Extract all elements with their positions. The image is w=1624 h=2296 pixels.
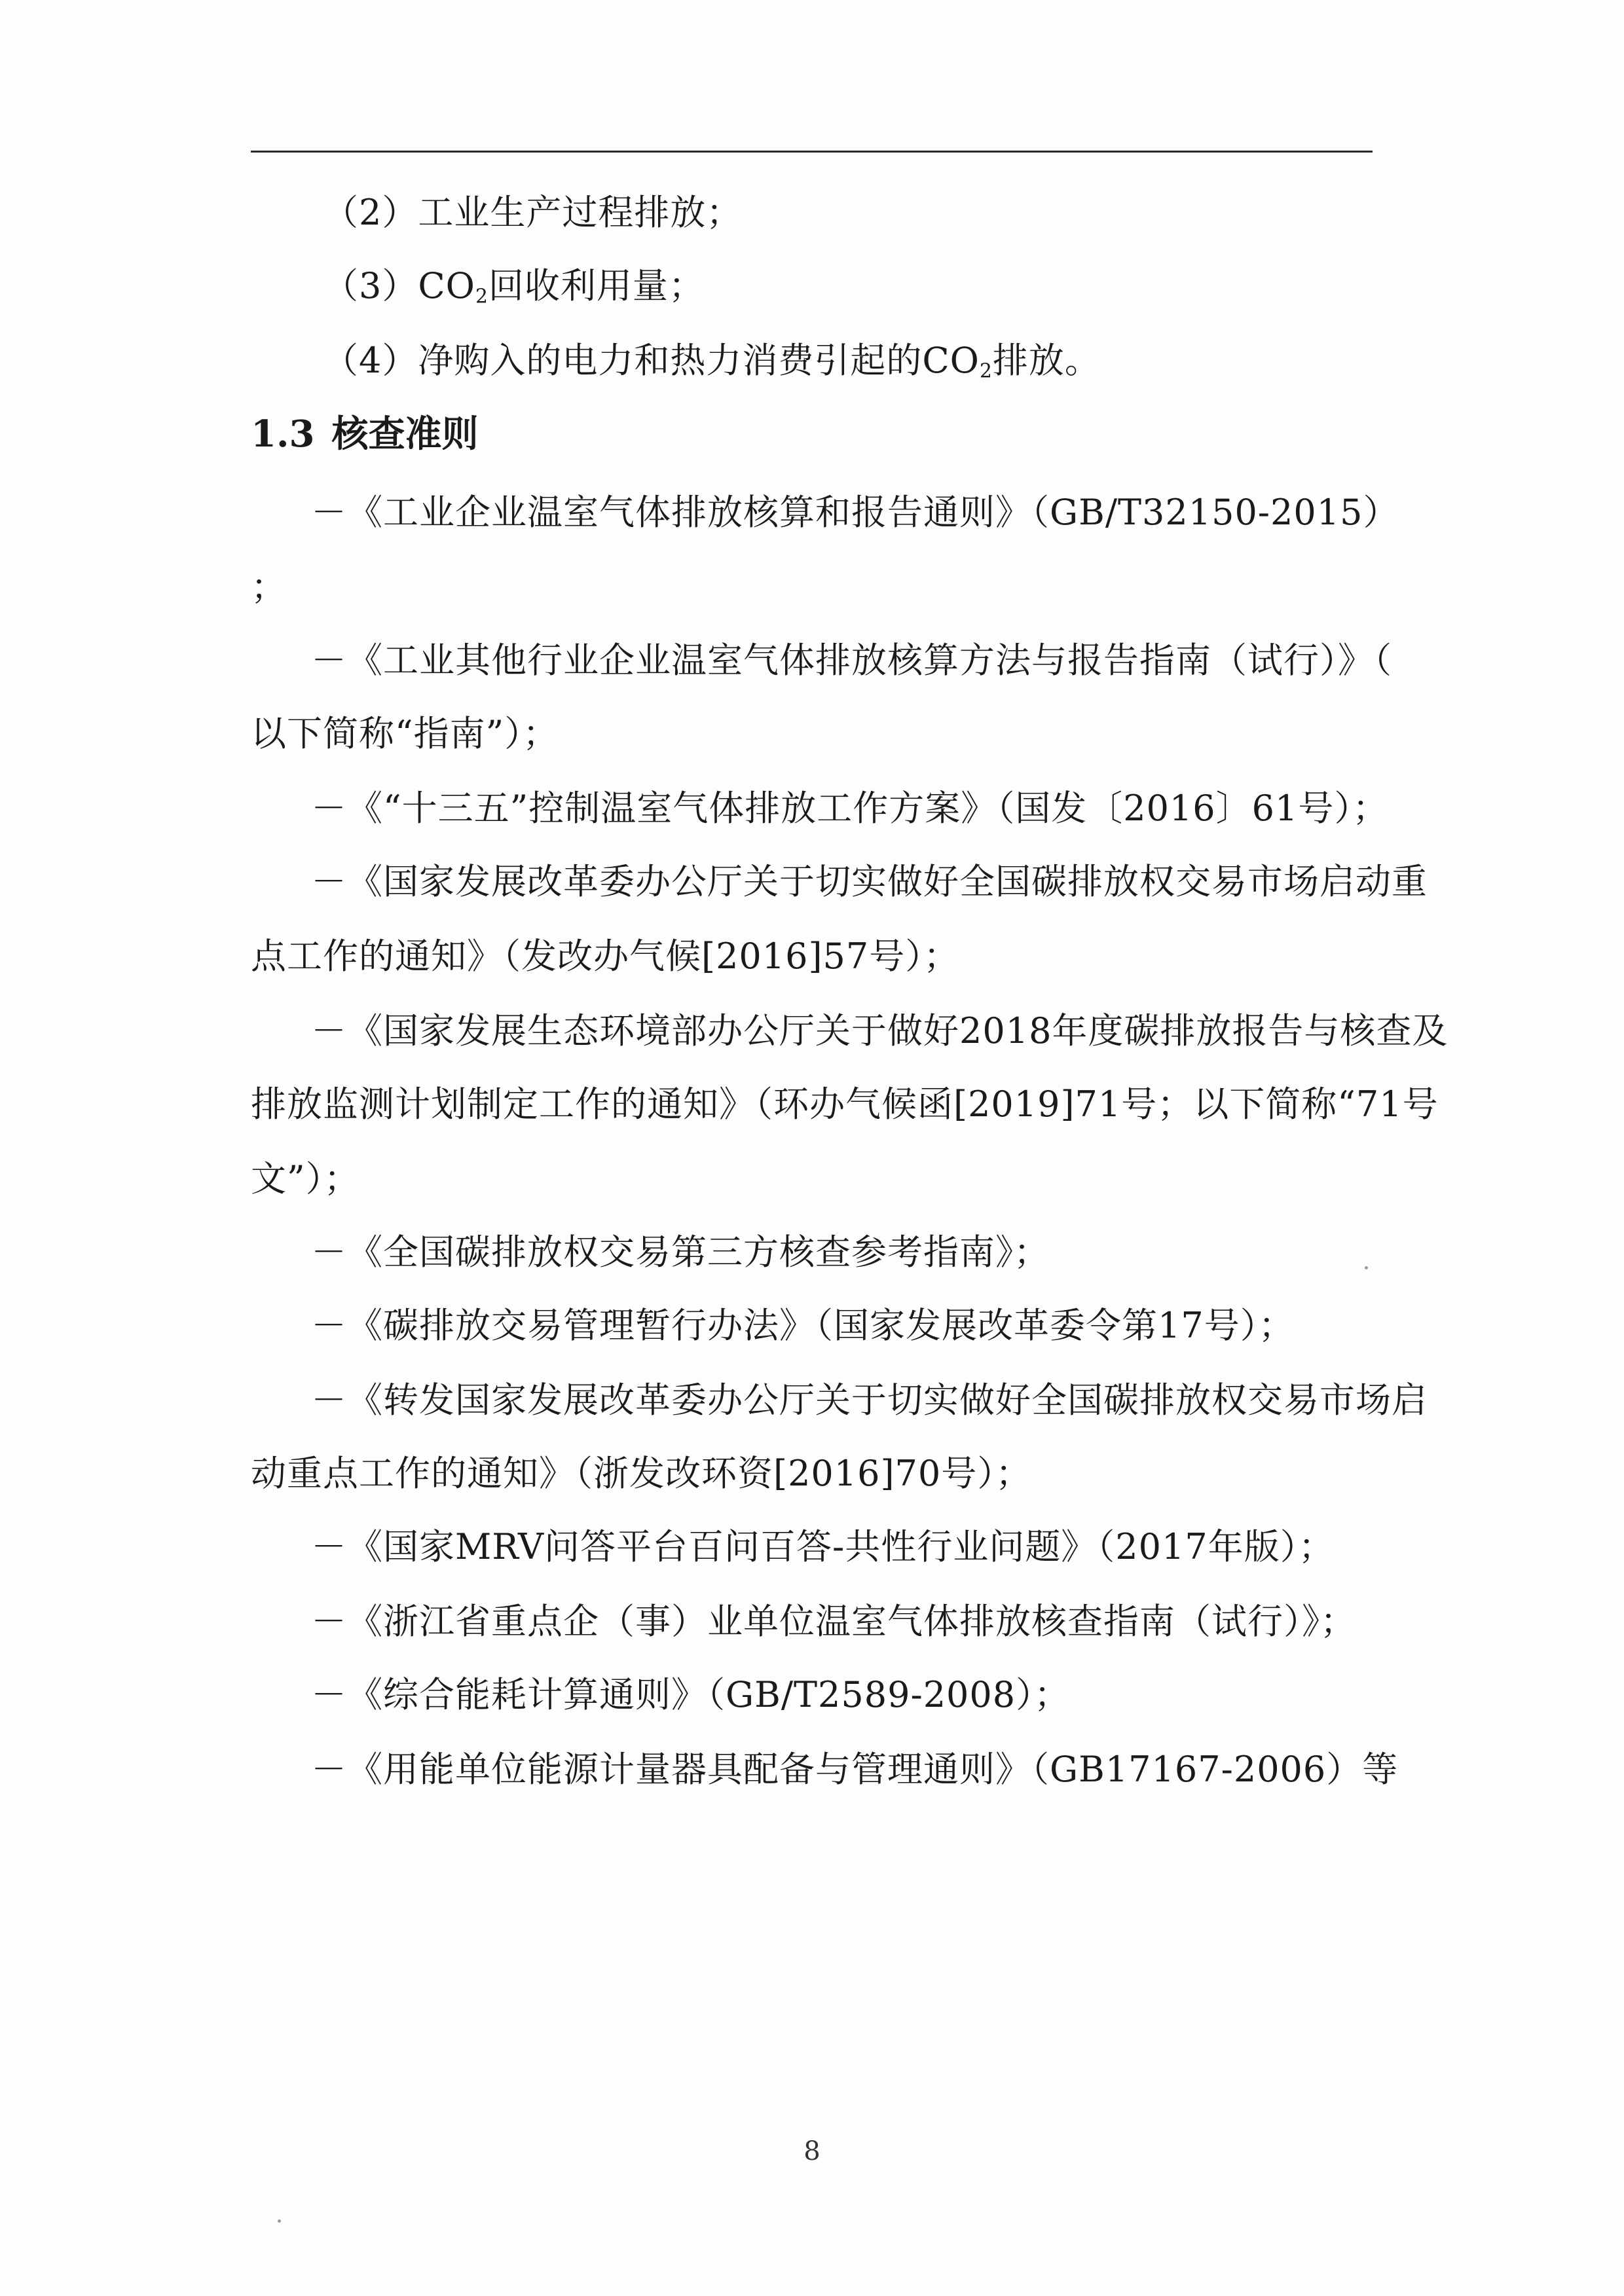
reference-4-line-2: 点工作的通知》（发改办气候[2016]57号）；: [251, 936, 960, 977]
page-number: 8: [803, 2136, 821, 2166]
list-item-3-subscript: 2: [475, 285, 489, 308]
reference-7: －《碳排放交易管理暂行办法》（国家发展改革委令第17号）；: [311, 1305, 1295, 1346]
list-item-4-subscript: 2: [979, 359, 993, 383]
reference-5-line-1: －《国家发展生态环境部办公厅关于做好2018年度碳排放报告与核查及: [311, 1010, 1449, 1051]
section-number: 1.3: [251, 412, 315, 456]
reference-9: －《国家MRV问答平台百问百答-共性行业问题》（2017年版）；: [311, 1526, 1335, 1567]
reference-4-line-1: －《国家发展改革委办公厅关于切实做好全国碳排放权交易市场启动重: [311, 861, 1428, 902]
reference-8-line-1: －《转发国家发展改革委办公厅关于切实做好全国碳排放权交易市场启: [311, 1379, 1428, 1421]
reference-8-line-2: 动重点工作的通知》（浙发改环资[2016]70号）；: [251, 1453, 1032, 1494]
scan-speck: [1365, 1266, 1368, 1269]
header-rule: [251, 151, 1373, 153]
reference-6: －《全国碳排放权交易第三方核查参考指南》；: [311, 1231, 1050, 1273]
list-item-4: [323, 339, 1101, 393]
reference-5-line-3: 文”）；: [251, 1158, 360, 1199]
reference-11: －《综合能耗计算通则》（GB/T2589-2008）；: [311, 1674, 1071, 1715]
reference-10: －《浙江省重点企（事）业单位温室气体排放核查指南（试行）》；: [311, 1601, 1356, 1642]
section-heading: [251, 412, 478, 456]
reference-5-line-2: 排放监测计划制定工作的通知》（环办气候函[2019]71号；以下简称“71号: [251, 1084, 1439, 1125]
list-item-3-prefix: （3）CO: [323, 265, 475, 306]
reference-1-line-2: ；: [251, 566, 287, 608]
list-item-3-suffix: 回收利用量；: [488, 265, 705, 306]
list-item-4-suffix: 排放。: [992, 340, 1101, 381]
list-item-4-prefix: （4）净购入的电力和热力消费引起的CO: [323, 340, 980, 381]
reference-2-line-2: 以下简称“指南”）；: [251, 713, 559, 754]
scan-speck: [278, 2219, 281, 2223]
section-title: 核查准则: [331, 412, 479, 456]
list-item-2: （2）工业生产过程排放；: [323, 192, 743, 233]
reference-1-line-1: －《工业企业温室气体排放核算和报告通则》（GB/T32150-2015）: [311, 492, 1399, 533]
reference-2-line-1: －《工业其他行业企业温室气体排放核算方法与报告指南（试行）》（: [311, 640, 1392, 681]
reference-3: －《“十三五”控制温室气体排放工作方案》（国发〔2016〕61号）；: [311, 788, 1389, 829]
list-item-3: [323, 264, 705, 318]
reference-12: －《用能单位能源计量器具配备与管理通则》（GB17167-2006）等: [311, 1749, 1399, 1790]
